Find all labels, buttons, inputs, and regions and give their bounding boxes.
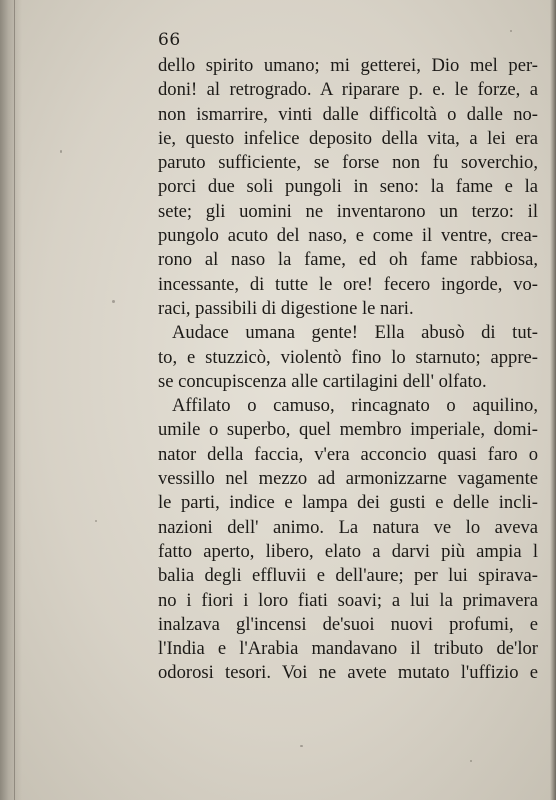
text-line: l'India e l'Arabia mandavano il tributo de'lor	[158, 638, 538, 660]
text-line: balia degli effluvii e dell'aure; per lui spirava-	[158, 565, 538, 587]
paper-speck	[470, 760, 472, 762]
page-number: 66	[158, 30, 181, 50]
paper-speck	[60, 150, 62, 153]
text-line: odorosi tesori. Voi ne avete mutato l'uffizio e	[158, 662, 538, 684]
text-line: doni! al retrogrado. A riparare p. e. le forze, a	[158, 79, 538, 101]
text-line: nator della faccia, v'era acconcio quasi faro o	[158, 443, 538, 465]
text-line: dello spirito umano; mi getterei, Dio mel per-	[158, 55, 538, 76]
text-line: sete; gli uomini ne inventarono un terzo: il	[158, 200, 538, 222]
text-line: fatto aperto, libero, elato a darvi più ampia l	[158, 540, 538, 562]
page-edge-shadow	[550, 0, 556, 800]
text-line: porci due soli pungoli in seno: la fame e la	[158, 176, 538, 198]
text-line: pungolo acuto del naso, e come il ventre, crea-	[158, 225, 538, 247]
paper-speck	[112, 300, 115, 303]
text-line: raci, passibili di digestione le nari.	[158, 297, 414, 319]
text-line: se concupiscenza alle cartilagini dell' olfato.	[158, 370, 487, 392]
paper-speck	[510, 30, 512, 32]
text-line: vessillo nel mezzo ad armonizzarne vagamente	[158, 468, 538, 490]
text-line: ie, questo infelice deposito della vita, a lei era	[158, 127, 538, 149]
text-line: nazioni dell' animo. La natura ve lo aveva	[158, 516, 538, 538]
binding-shadow	[0, 0, 22, 800]
body-text	[158, 54, 538, 686]
text-line: umile o superbo, quel membro imperiale, domi-	[158, 419, 538, 441]
text-line: paruto sufficiente, se forse non fu soverchio,	[158, 152, 538, 174]
binding-crease	[14, 0, 15, 800]
text-line: no i fiori i loro fiati soavi; a lui la primavera	[158, 589, 538, 611]
text-line: inalzava gl'incensi de'suoi nuovi profumi, e	[158, 613, 538, 635]
text-line: non ismarrire, vinti dalle difficoltà o dalle no-	[158, 103, 538, 125]
paper-speck	[300, 745, 303, 747]
text-line: le parti, indice e lampa dei gusti e delle incli-	[158, 492, 538, 514]
text-line: Affilato o camuso, rincagnato o aquilino,	[172, 395, 538, 417]
text-line: Audace umana gente! Ella abusò di tut-	[172, 322, 538, 344]
text-line: to, e stuzzicò, violentò fino lo starnuto; appre-	[158, 346, 538, 368]
text-line: incessante, di tutte le ore! fecero ingorde, vo-	[158, 273, 538, 295]
text-line: rono al naso la fame, ed oh fame rabbiosa,	[158, 249, 538, 271]
paper-speck	[95, 520, 97, 522]
